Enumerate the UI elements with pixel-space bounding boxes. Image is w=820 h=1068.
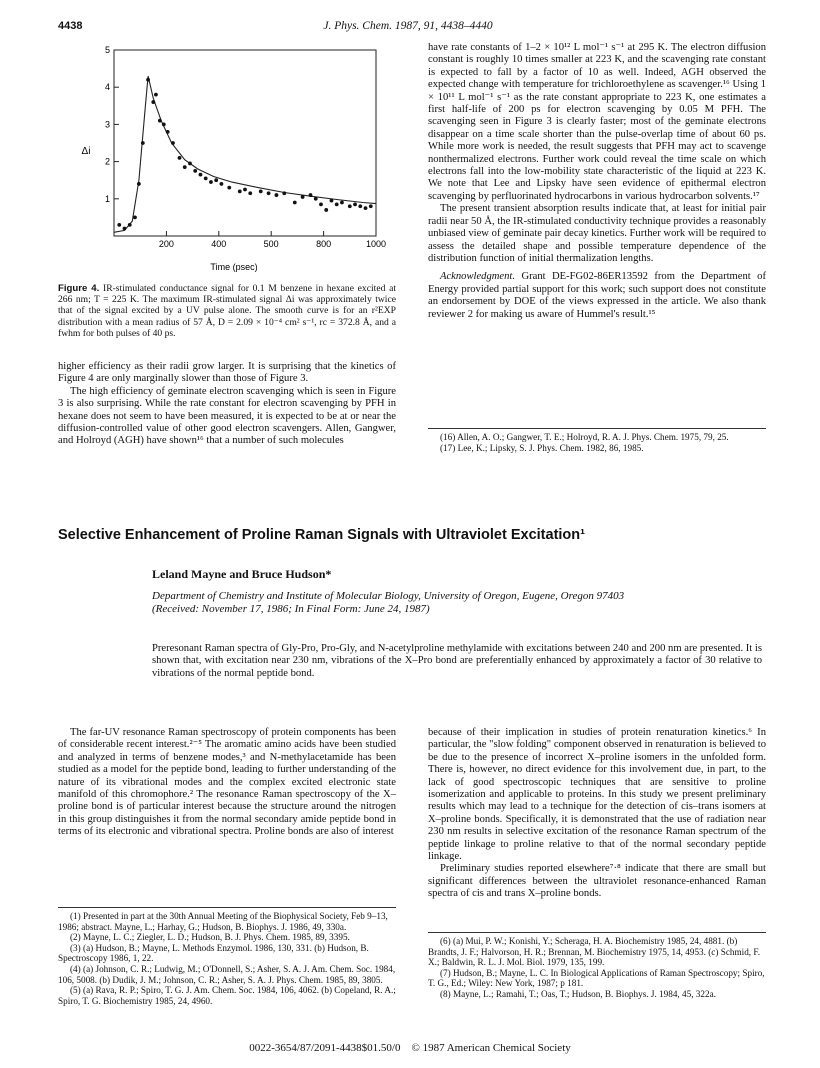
- reference-item: (8) Mayne, L.; Ramahi, T.; Oas, T.; Hudson, B. Biophys. J. 1984, 45, 322a.: [440, 988, 716, 999]
- data-point: [314, 197, 318, 201]
- data-point: [330, 199, 334, 203]
- reference-item: (17) Lee, K.; Lipsky, S. J. Phys. Chem. 1982, 86, 1985.: [440, 442, 644, 453]
- paragraph: Preliminary studies reported elsewhere⁷·⁸ indicate that there are small but significant differences between the ultraviolet resonance-enhanced Raman spectra of cis and trans X–proline bonds.: [428, 863, 766, 900]
- copyright: © 1987 American Chemical Society: [411, 1042, 571, 1054]
- article-affiliation: [152, 590, 752, 616]
- data-point: [259, 189, 263, 193]
- data-point: [293, 201, 297, 205]
- data-point: [324, 208, 328, 212]
- caption-text: IR-stimulated conductance signal for 0.1 M benzene in hexane excited at 266 nm; T = 225 K. The maximum IR-stimulated signal Δi was approximately twice that of the signal excited by a UV pulse alone. The smooth curve is for an r²EXP distribution with a mean radius of 57 Å, D = 2.09 × 10⁻⁴ cm² s⁻¹, rc = 372.8 Å, and a fwhm for both pulses of 40 ps.: [58, 283, 397, 339]
- data-point: [353, 202, 357, 206]
- data-point: [267, 191, 271, 195]
- reference-item: (1) Presented in part at the 30th Annual Meeting of the Biophysical Society, Feb 9–13, 1986; abstract. Mayne, L.; Harhay, G.; Hudson, B. Biophys. J. 1986, 49, 330a.: [58, 911, 388, 932]
- reference-item: (5) (a) Rava, R. P.; Spiro, T. G. J. Am. Chem. Soc. 1984, 106, 4062. (b) Copeland, R. A.; Spiro, T. G. Biochemistry 1985, 24, 4960.: [58, 985, 396, 1006]
- footnote-rule: [428, 428, 766, 429]
- data-point: [282, 191, 286, 195]
- data-point: [204, 176, 208, 180]
- figure-4-chart: [66, 42, 396, 274]
- reference-item: (2) Mayne, L. C.; Ziegler, L. D.; Hudson, B. J. Phys. Chem. 1985, 89, 3395.: [70, 932, 350, 943]
- page-number: 4438: [58, 20, 83, 32]
- data-point: [193, 169, 197, 173]
- y-axis-label: Δi: [81, 146, 91, 157]
- right-column-references: [428, 432, 766, 453]
- acknowledgment-text: Grant DE-FG02-86ER13592 from the Department of Energy provided partial support for this work; such support does not constitute an endorsement by DOE of the views expressed in the article. We also thank reviewer 2 for making us aware of Hummel's result.¹⁵: [428, 271, 766, 320]
- data-point: [137, 182, 141, 186]
- right-column-text: [428, 42, 766, 321]
- y-tick-label: 3: [104, 119, 110, 130]
- data-point: [171, 141, 175, 145]
- data-point: [309, 193, 313, 197]
- data-point: [340, 201, 344, 205]
- paragraph: The present transient absorption results indicate that, at least for initial pair radii near 50 Å, the IR-stimulated conductivity technique provides a reasonably unbiased view of geminate pair decay kinetics. Further work will be required to assess the detailed shape and possible temperature dependence of the distribution function of initial thermalization lengths.: [428, 203, 766, 264]
- data-point: [146, 78, 150, 82]
- data-point: [301, 195, 305, 199]
- caption-label: Figure 4.: [58, 283, 100, 294]
- y-tick-label: 1: [104, 193, 110, 204]
- x-tick-label: 200: [158, 239, 174, 249]
- body-right-column: [428, 727, 766, 901]
- article-title: Selective Enhancement of Proline Raman Signals with Ultraviolet Excitation¹: [58, 527, 585, 543]
- page-footer: [0, 1042, 820, 1054]
- fit-curve: [114, 76, 376, 232]
- data-point: [214, 178, 218, 182]
- data-point: [183, 165, 187, 169]
- reference-item: (7) Hudson, B.; Mayne, L. C. In Biological Applications of Raman Spectroscopy; Spiro, T. G., Ed.; Wiley: New York, 1987; p 181.: [428, 967, 765, 989]
- y-tick-label: 2: [104, 156, 110, 167]
- x-tick-label: 500: [263, 239, 279, 249]
- data-point: [335, 202, 339, 206]
- reference-item: (6) (a) Mui, P. W.; Konishi, Y.; Scheraga, H. A. Biochemistry 1985, 24, 4881. (b) Brandts, J. F.; Halvorson, H. R.; Brennan, M. Biochemistry 1975, 14, 4953. (c) Schmid, F. X.; Baldwin, R. L. J. Mol. Biol. 1979, 135, 199.: [428, 936, 761, 968]
- data-point: [199, 173, 203, 177]
- data-point: [141, 141, 145, 145]
- footnote-rule: [428, 932, 766, 933]
- data-point: [154, 93, 158, 97]
- body-left-references: [58, 911, 396, 1006]
- data-point: [364, 206, 368, 210]
- received-dates: (Received: November 17, 1986; In Final Form: June 24, 1987): [152, 603, 430, 615]
- data-point: [158, 119, 162, 123]
- x-tick-label: 400: [211, 239, 227, 249]
- data-point: [151, 100, 155, 104]
- data-point: [358, 204, 362, 208]
- data-point: [248, 191, 252, 195]
- data-point: [369, 204, 373, 208]
- paragraph: because of their implication in studies of protein renaturation kinetics.⁶ In particular, the "slow folding" component observed in renaturation is believed to be due to the presence of incorrect X–proline isomers in the unfolded form. There is, however, no direct evidence for this involvement due, in part, to the lack of good spectroscopic techniques that are sensitive to proline isomerization and applicable to proteins. In this study we present preliminary results which may lead to a technique for the detection of cis–trans isomers at X–proline bonds. Specifically, it is demonstrated that the use of radiation near 230 nm results in selective excitation of the resonance Raman spectrum of the peptide linkage to proline relative to that of the normal secondary peptide linkage.: [428, 727, 766, 863]
- article-abstract: Preresonant Raman spectra of Gly-Pro, Pro-Gly, and N-acetylproline methylamide with excitations between 240 and 200 nm are presented. It is shown that, with excitation near 230 nm, vibrations of the X–Pro bond are preferentially enhanced by approximately a factor of 30 relative to vibrations of the normal peptide bond.: [152, 643, 762, 679]
- data-point: [188, 162, 192, 166]
- reference-item: (4) (a) Johnson, C. R.; Ludwig, M.; O'Donnell, S.; Asher, S. A. J. Am. Chem. Soc. 1984, 106, 5008. (b) Dudik, J. M.; Johnson, C. R.; Asher, S. A. J. Phys. Chem. 1985, 89, 3805.: [58, 963, 396, 985]
- y-tick-label: 4: [104, 82, 110, 93]
- data-point: [133, 216, 137, 220]
- data-point: [275, 193, 279, 197]
- left-column-text: [58, 361, 396, 448]
- data-point: [238, 189, 242, 193]
- article-authors: Leland Mayne and Bruce Hudson*: [152, 567, 332, 581]
- body-left-column: [58, 727, 396, 839]
- article-code: 0022-3654/87/2091-4438$01.50/0: [249, 1042, 401, 1054]
- data-point: [243, 188, 247, 192]
- figure-caption: [58, 283, 396, 339]
- reference-item: (3) (a) Hudson, B.; Mayne, L. Methods Enzymol. 1986, 130, 331. (b) Hudson, B. Spectroscopy 1986, 1, 22.: [58, 942, 369, 964]
- x-tick-label: 1000: [365, 239, 387, 249]
- data-point: [162, 123, 166, 127]
- data-point: [209, 180, 213, 184]
- data-point: [319, 202, 323, 206]
- data-point: [227, 186, 231, 190]
- x-tick-label: 800: [316, 239, 332, 249]
- journal-citation: J. Phys. Chem. 1987, 91, 4438–4440: [323, 20, 493, 32]
- paragraph: higher efficiency as their radii grow larger. It is surprising that the kinetics of Figure 4 are only marginally slower than those of Figure 3.: [58, 361, 396, 385]
- acknowledgment: [428, 271, 766, 321]
- data-point: [166, 130, 170, 134]
- paragraph: have rate constants of 1–2 × 10¹² L mol⁻¹ s⁻¹ at 295 K. The electron diffusion constant is roughly 10 times smaller at 223 K, and the scavenging rate constant is expected to fall by a factor of 10 as well. Indeed, AGH observed the expected change with temperature for trichloroethylene as scavenger.¹⁶ Using 1 × 10¹¹ L mol⁻¹ s⁻¹ as the rate constant appropriate to 223 K, one estimates a first half-life of 200 ps for electron scavenging by 0.05 M PFH. The scavenging seen in Figure 3 is clearly faster; most of the geminate electrons disappear on a time scale shorter than the pulse-overlap time of about 60 ps. While more work is needed, the result suggests that PFH may act to scavenge nonthermalized electrons. Further work could reveal the time scale on which electrons fall into the low-mobility state characteristic of the liquid at 223 K. We note that Lee and Lipsky have seen evidence of epithermal electron scavenging by perfluorinated hydrocarbons in various hydrocarbon solvents.¹⁷: [428, 42, 766, 202]
- acknowledgment-label: Acknowledgment.: [440, 271, 516, 283]
- data-point: [220, 182, 224, 186]
- data-point: [117, 223, 121, 227]
- y-tick-label: 5: [104, 45, 110, 55]
- data-point: [123, 227, 127, 231]
- x-axis-label: Time (psec): [210, 262, 258, 272]
- data-point: [178, 156, 182, 160]
- plot-frame: [114, 50, 376, 236]
- paragraph: The high efficiency of geminate electron scavenging which is seen in Figure 3 is also surprising. While the rate constant for electron scavenging by PFH in hexane does not seem to have been measured, it is expected to be at or near the diffusion-controlled value of other good electron scavengers. Allen, Gangwer, and Holroyd (AGH) have shown¹⁶ that a number of such molecules: [58, 385, 396, 447]
- data-point: [348, 204, 352, 208]
- footnote-rule: [58, 907, 396, 908]
- body-right-references: [428, 936, 766, 1000]
- paragraph: The far-UV resonance Raman spectroscopy of protein components has been of considerable recent interest.²⁻⁵ The aromatic amino acids have been studied and analyzed in terms of benzene modes,³ and N-methylacetamide has been studied as a model for the peptide bond, leading to further understanding of the nature of its vibrational modes and the complex excited electronic state manifold of this chromophore.² The resonance Raman spectroscopy of the X–proline bond is of particular interest because the structure around the nitrogen in this group distinguishes it from the normal secondary amide peptide bond in terms of its electronic and vibrational spectra. Proline bonds are also of interest: [58, 727, 396, 838]
- affiliation-line: Department of Chemistry and Institute of Molecular Biology, University of Oregon, Eugene, Oregon 97403: [152, 590, 625, 602]
- data-point: [128, 223, 132, 227]
- reference-item: (16) Allen, A. O.; Gangwer, T. E.; Holroyd, R. A. J. Phys. Chem. 1975, 79, 25.: [440, 432, 729, 442]
